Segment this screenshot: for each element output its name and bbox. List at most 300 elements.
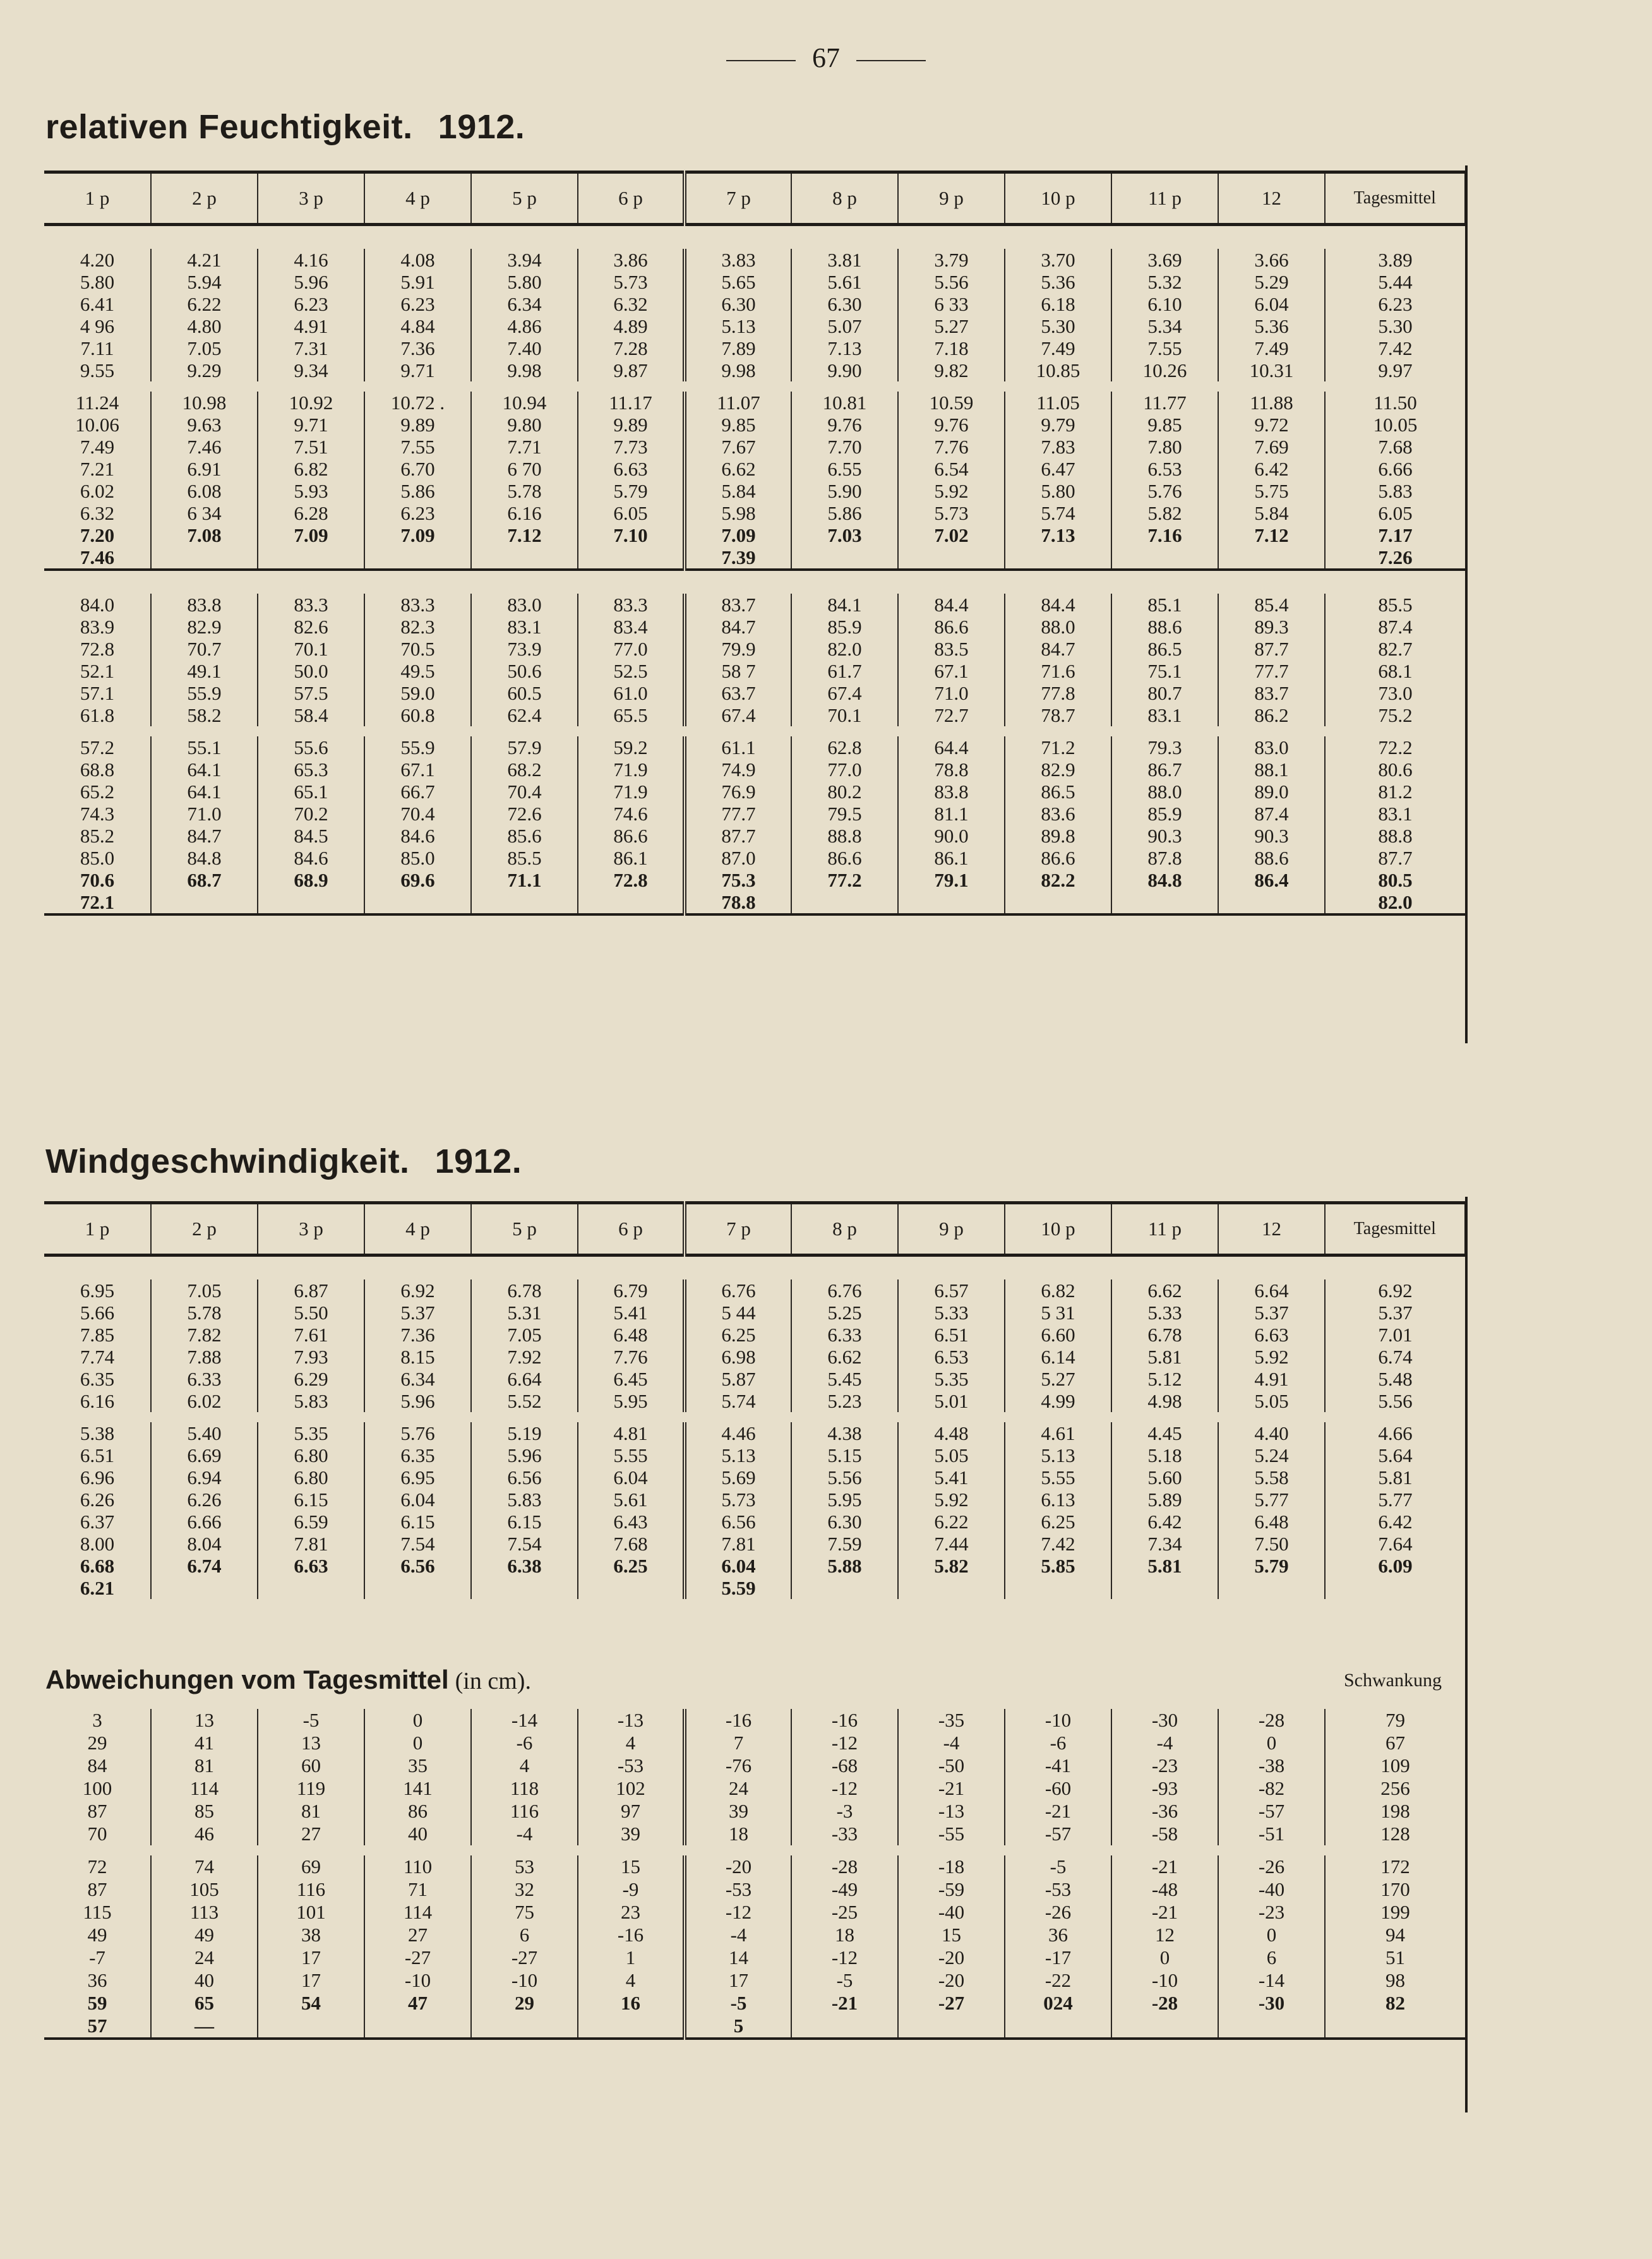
table-cell: 5.76 bbox=[364, 1422, 471, 1444]
table-cell: 72.1 bbox=[44, 891, 151, 914]
table-cell: 70.2 bbox=[258, 803, 364, 825]
table-cell bbox=[791, 2015, 898, 2039]
table-cell: 6 33 bbox=[898, 293, 1005, 315]
table-cell: 4 bbox=[578, 1732, 685, 1754]
table-cell: 4.84 bbox=[364, 315, 471, 337]
humidity-section-title bbox=[45, 107, 525, 147]
table-cell: 6.91 bbox=[151, 458, 258, 480]
table-cell: 23 bbox=[578, 1901, 685, 1924]
table-row bbox=[44, 1511, 1465, 1533]
table-row bbox=[44, 1901, 1465, 1924]
table-cell: 4 96 bbox=[80, 315, 115, 337]
table-cell: 73.9 bbox=[471, 638, 578, 660]
table-cell: 5.25 bbox=[791, 1302, 898, 1324]
table-row bbox=[44, 337, 1465, 359]
table-cell: 5.50 bbox=[258, 1302, 364, 1324]
table-cell: 4.16 bbox=[258, 249, 364, 271]
table-cell: 3.94 bbox=[471, 249, 578, 271]
table-cell: 6.04 bbox=[578, 1466, 685, 1489]
table-cell: 5.61 bbox=[791, 271, 898, 293]
column-header: 2 p bbox=[151, 1203, 258, 1255]
mean-row bbox=[44, 1992, 1465, 2015]
table-cell: 98 bbox=[1325, 1969, 1465, 1992]
table-cell: 6.74 bbox=[1325, 1346, 1465, 1368]
table-row bbox=[44, 1855, 1465, 1878]
column-header: 4 p bbox=[364, 172, 471, 225]
table-cell: 65.3 bbox=[258, 758, 364, 781]
table-cell: 85.5 bbox=[471, 847, 578, 869]
table-cell: 6.26 bbox=[151, 1489, 258, 1511]
table-cell: 84.4 bbox=[898, 594, 1005, 616]
table-cell: 3.83 bbox=[685, 249, 791, 271]
mean-row bbox=[44, 2015, 1465, 2039]
table-cell: 89.0 bbox=[1218, 781, 1325, 803]
table-cell: 7.09 bbox=[258, 524, 364, 546]
table-cell: 63.7 bbox=[685, 682, 791, 704]
table-cell: 0 bbox=[364, 1709, 471, 1732]
table-cell: 67.4 bbox=[685, 704, 791, 726]
table-cell: -59 bbox=[898, 1878, 1005, 1901]
table-cell: 15 bbox=[578, 1855, 685, 1878]
table-cell: 6.35 bbox=[364, 1444, 471, 1466]
table-cell: 5.37 bbox=[364, 1302, 471, 1324]
table-cell bbox=[151, 1577, 258, 1599]
table-cell: 3 bbox=[92, 1709, 102, 1731]
table-cell: 82.3 bbox=[364, 616, 471, 638]
table-row bbox=[44, 660, 1465, 682]
wind-section-title bbox=[45, 1142, 522, 1181]
column-header: 4 p bbox=[364, 1203, 471, 1255]
table-cell: -60 bbox=[1005, 1777, 1111, 1800]
table-cell: -53 bbox=[1005, 1878, 1111, 1901]
table-cell: 68.2 bbox=[471, 758, 578, 781]
table-cell: -6 bbox=[471, 1732, 578, 1754]
table-cell: 5.35 bbox=[898, 1368, 1005, 1390]
table-cell: 7.05 bbox=[471, 1324, 578, 1346]
table-cell: 6.53 bbox=[1111, 458, 1218, 480]
table-cell bbox=[1005, 891, 1111, 914]
table-cell bbox=[578, 2015, 685, 2039]
table-cell: 6.43 bbox=[578, 1511, 685, 1533]
table-cell: 5.58 bbox=[1218, 1466, 1325, 1489]
column-header: 11 p bbox=[1111, 1203, 1218, 1255]
table-cell: 5.90 bbox=[791, 480, 898, 502]
table-cell: 6.32 bbox=[80, 502, 115, 524]
table-cell: 83.9 bbox=[80, 616, 115, 638]
table-cell: 6.34 bbox=[471, 293, 578, 315]
table-cell: -21 bbox=[1005, 1800, 1111, 1823]
table-cell: 80.5 bbox=[1325, 869, 1465, 891]
table-cell: 6.02 bbox=[80, 480, 115, 502]
table-cell: 24 bbox=[685, 1777, 791, 1800]
table-cell: 70.6 bbox=[80, 869, 115, 891]
table-cell: 5.81 bbox=[1111, 1346, 1218, 1368]
table-cell: -48 bbox=[1111, 1878, 1218, 1901]
humidity-right-rule bbox=[1465, 165, 1468, 1043]
table-cell: -21 bbox=[898, 1777, 1005, 1800]
table-cell: 88.0 bbox=[1005, 616, 1111, 638]
table-cell: 11.17 bbox=[578, 392, 685, 414]
table-cell: 61.0 bbox=[578, 682, 685, 704]
table-cell: 7.13 bbox=[791, 337, 898, 359]
table-cell: 84 bbox=[87, 1754, 107, 1777]
mean-row bbox=[44, 1577, 1465, 1599]
humidity-header-row bbox=[44, 172, 1465, 225]
table-cell: 7.55 bbox=[364, 436, 471, 458]
table-cell: 4.48 bbox=[898, 1422, 1005, 1444]
table-row bbox=[44, 682, 1465, 704]
table-cell: 78.8 bbox=[898, 758, 1005, 781]
table-cell: 55.9 bbox=[364, 736, 471, 758]
table-cell: -12 bbox=[791, 1777, 898, 1800]
table-cell: 6.80 bbox=[258, 1444, 364, 1466]
table-cell: 29 bbox=[87, 1732, 107, 1754]
table-cell bbox=[791, 891, 898, 914]
table-cell: 6.68 bbox=[80, 1555, 115, 1577]
table-cell: 6.92 bbox=[1325, 1279, 1465, 1302]
table-cell: 71.2 bbox=[1005, 736, 1111, 758]
table-row bbox=[44, 1466, 1465, 1489]
column-header: 3 p bbox=[258, 172, 364, 225]
table-cell: 85.9 bbox=[1111, 803, 1218, 825]
deviations-table bbox=[44, 1699, 1465, 2040]
table-cell: 5.59 bbox=[685, 1577, 791, 1599]
table-cell: 6.16 bbox=[471, 502, 578, 524]
table-cell: 7 bbox=[685, 1732, 791, 1754]
column-header: 2 p bbox=[151, 172, 258, 225]
table-cell: 7.05 bbox=[151, 337, 258, 359]
table-cell bbox=[578, 546, 685, 570]
table-cell bbox=[1325, 2015, 1465, 2039]
table-cell: 71.9 bbox=[578, 781, 685, 803]
table-cell: 116 bbox=[471, 1800, 578, 1823]
table-cell: -33 bbox=[791, 1823, 898, 1845]
table-cell: 70.5 bbox=[364, 638, 471, 660]
table-cell: 6.96 bbox=[80, 1466, 115, 1489]
table-cell: 57.1 bbox=[80, 682, 115, 704]
table-cell: -13 bbox=[898, 1800, 1005, 1823]
table-cell: 79.9 bbox=[685, 638, 791, 660]
table-cell: 9.98 bbox=[471, 359, 578, 381]
table-cell: 52.5 bbox=[578, 660, 685, 682]
table-cell: 10.81 bbox=[791, 392, 898, 414]
table-cell: 27 bbox=[364, 1924, 471, 1946]
table-cell: 5.56 bbox=[791, 1466, 898, 1489]
table-cell: 5.83 bbox=[1325, 480, 1465, 502]
table-cell: 3.79 bbox=[898, 249, 1005, 271]
table-cell: 101 bbox=[258, 1901, 364, 1924]
table-cell: 70.1 bbox=[791, 704, 898, 726]
table-cell: 5.18 bbox=[1111, 1444, 1218, 1466]
table-cell: 60 bbox=[258, 1754, 364, 1777]
table-row bbox=[44, 1302, 1465, 1324]
table-cell: 83.7 bbox=[1218, 682, 1325, 704]
table-cell: 9.34 bbox=[258, 359, 364, 381]
table-cell: 128 bbox=[1325, 1823, 1465, 1845]
table-cell: 100 bbox=[82, 1777, 112, 1799]
table-cell: 9.76 bbox=[898, 414, 1005, 436]
table-cell: 5.37 bbox=[1325, 1302, 1465, 1324]
table-cell: 7.59 bbox=[791, 1533, 898, 1555]
table-cell: 5.77 bbox=[1218, 1489, 1325, 1511]
table-cell bbox=[578, 1577, 685, 1599]
table-cell: 6.25 bbox=[578, 1555, 685, 1577]
table-cell: 86.1 bbox=[898, 847, 1005, 869]
table-cell: 6.48 bbox=[578, 1324, 685, 1346]
table-cell: 5.19 bbox=[471, 1422, 578, 1444]
table-cell: -10 bbox=[1111, 1969, 1218, 1992]
table-cell: -3 bbox=[791, 1800, 898, 1823]
table-cell: 5.73 bbox=[685, 1489, 791, 1511]
table-cell: 7.54 bbox=[364, 1533, 471, 1555]
table-cell: 81.1 bbox=[898, 803, 1005, 825]
table-cell: 4.38 bbox=[791, 1422, 898, 1444]
table-row bbox=[44, 1800, 1465, 1823]
column-header: 10 p bbox=[1005, 1203, 1111, 1255]
table-cell: 5.36 bbox=[1005, 271, 1111, 293]
table-cell: 7.42 bbox=[1325, 337, 1465, 359]
table-cell: 50.6 bbox=[471, 660, 578, 682]
table-cell: 7.85 bbox=[80, 1324, 115, 1346]
table-cell: 53 bbox=[471, 1855, 578, 1878]
table-cell: 5.88 bbox=[791, 1555, 898, 1577]
column-header: Tagesmittel bbox=[1325, 1203, 1465, 1255]
table-cell: 54 bbox=[258, 1992, 364, 2015]
table-cell: 5.13 bbox=[1005, 1444, 1111, 1466]
table-cell: 8.15 bbox=[364, 1346, 471, 1368]
table-cell: 6.64 bbox=[471, 1368, 578, 1390]
table-cell: 17 bbox=[258, 1946, 364, 1969]
table-cell: -12 bbox=[791, 1946, 898, 1969]
table-cell: 83.3 bbox=[364, 594, 471, 616]
table-cell: 84.7 bbox=[685, 616, 791, 638]
table-cell: 10.26 bbox=[1111, 359, 1218, 381]
table-cell: -20 bbox=[685, 1855, 791, 1878]
table-cell: 7.49 bbox=[1218, 337, 1325, 359]
table-cell: 6.37 bbox=[80, 1511, 115, 1533]
table-row bbox=[44, 1754, 1465, 1777]
table-cell: 55.6 bbox=[258, 736, 364, 758]
table-cell: 6.95 bbox=[80, 1279, 115, 1302]
table-cell: -4 bbox=[471, 1823, 578, 1845]
table-cell: 6.42 bbox=[1325, 1511, 1465, 1533]
page-number bbox=[0, 42, 1652, 74]
table-cell: 9.85 bbox=[685, 414, 791, 436]
table-cell: 46 bbox=[151, 1823, 258, 1845]
table-cell: 62.8 bbox=[791, 736, 898, 758]
table-cell: 10.06 bbox=[75, 414, 119, 436]
table-cell: 65.1 bbox=[258, 781, 364, 803]
table-row bbox=[44, 1390, 1465, 1412]
table-cell: 6.09 bbox=[1325, 1555, 1465, 1577]
table-cell: -10 bbox=[364, 1969, 471, 1992]
table-cell: 7.36 bbox=[364, 337, 471, 359]
table-cell: 6.66 bbox=[1325, 458, 1465, 480]
table-cell: 38 bbox=[258, 1924, 364, 1946]
table-cell: 0 bbox=[1218, 1732, 1325, 1754]
table-cell: 24 bbox=[151, 1946, 258, 1969]
table-cell: 5.01 bbox=[898, 1390, 1005, 1412]
table-cell: 6.15 bbox=[364, 1511, 471, 1533]
table-row bbox=[44, 1444, 1465, 1466]
column-header: 12 bbox=[1218, 172, 1325, 225]
table-cell: 87.0 bbox=[685, 847, 791, 869]
table-cell: -16 bbox=[578, 1924, 685, 1946]
table-row bbox=[44, 803, 1465, 825]
table-cell: -18 bbox=[898, 1855, 1005, 1878]
table-cell: -4 bbox=[898, 1732, 1005, 1754]
table-cell: 5.81 bbox=[1325, 1466, 1465, 1489]
table-cell: 5.91 bbox=[364, 271, 471, 293]
table-cell: 114 bbox=[364, 1901, 471, 1924]
table-cell: -30 bbox=[1218, 1992, 1325, 2015]
table-cell: 6.35 bbox=[80, 1368, 115, 1390]
table-cell: 5.44 bbox=[1325, 271, 1465, 293]
table-cell: 49 bbox=[151, 1924, 258, 1946]
table-row bbox=[44, 1346, 1465, 1368]
table-cell: 5.27 bbox=[1005, 1368, 1111, 1390]
table-cell: 58 7 bbox=[685, 660, 791, 682]
table-cell: 9.85 bbox=[1111, 414, 1218, 436]
table-cell: 5.34 bbox=[1111, 315, 1218, 337]
table-cell: 7.42 bbox=[1005, 1533, 1111, 1555]
table-cell: 6.05 bbox=[1325, 502, 1465, 524]
table-cell: 7.01 bbox=[1325, 1324, 1465, 1346]
table-cell: 83.6 bbox=[1005, 803, 1111, 825]
table-cell: 6.42 bbox=[1218, 458, 1325, 480]
table-cell: 1 bbox=[578, 1946, 685, 1969]
table-cell: 49.5 bbox=[364, 660, 471, 682]
table-row bbox=[44, 758, 1465, 781]
table-row bbox=[44, 293, 1465, 315]
table-row bbox=[44, 594, 1465, 616]
humidity-title-text: relativen Feuchtigkeit. bbox=[45, 108, 413, 146]
table-cell: 82 bbox=[1325, 1992, 1465, 2015]
table-cell: 5.37 bbox=[1218, 1302, 1325, 1324]
table-cell: 5.24 bbox=[1218, 1444, 1325, 1466]
table-cell: -5 bbox=[1005, 1855, 1111, 1878]
table-cell: -27 bbox=[898, 1992, 1005, 2015]
table-cell: 35 bbox=[364, 1754, 471, 1777]
table-cell: 85.5 bbox=[1325, 594, 1465, 616]
table-cell: 6.45 bbox=[578, 1368, 685, 1390]
table-cell: 83.0 bbox=[1218, 736, 1325, 758]
table-cell: 74 bbox=[151, 1855, 258, 1878]
table-cell: 82.9 bbox=[151, 616, 258, 638]
table-cell: 5.13 bbox=[685, 315, 791, 337]
table-cell: 5.85 bbox=[1005, 1555, 1111, 1577]
table-cell: 0 bbox=[1111, 1946, 1218, 1969]
table-cell: -21 bbox=[1111, 1855, 1218, 1878]
table-cell: 10.92 bbox=[258, 392, 364, 414]
table-cell: 9.71 bbox=[364, 359, 471, 381]
deviations-unit: (in cm). bbox=[455, 1668, 531, 1694]
table-cell: 5.12 bbox=[1111, 1368, 1218, 1390]
table-cell: 5.80 bbox=[471, 271, 578, 293]
table-cell: 9.97 bbox=[1325, 359, 1465, 381]
table-cell: 7.64 bbox=[1325, 1533, 1465, 1555]
table-cell: -55 bbox=[898, 1823, 1005, 1845]
table-cell: -7 bbox=[89, 1946, 105, 1968]
table-cell: 6.30 bbox=[791, 1511, 898, 1533]
table-cell: 85.0 bbox=[364, 847, 471, 869]
table-cell: 3.89 bbox=[1325, 249, 1465, 271]
table-cell: 5.05 bbox=[1218, 1390, 1325, 1412]
table-cell: 5.52 bbox=[471, 1390, 578, 1412]
table-cell: -76 bbox=[685, 1754, 791, 1777]
table-cell bbox=[791, 1577, 898, 1599]
table-cell: 9.89 bbox=[364, 414, 471, 436]
table-cell: 9.76 bbox=[791, 414, 898, 436]
table-cell: 4.99 bbox=[1005, 1390, 1111, 1412]
table-cell: 55.1 bbox=[151, 736, 258, 758]
table-cell: 5.95 bbox=[791, 1489, 898, 1511]
wind-title-year: 1912. bbox=[434, 1142, 522, 1180]
table-cell: 6.78 bbox=[1111, 1324, 1218, 1346]
table-cell: 5.64 bbox=[1325, 1444, 1465, 1466]
table-cell: 7.12 bbox=[471, 524, 578, 546]
table-cell: 68.1 bbox=[1325, 660, 1465, 682]
table-cell: 6.57 bbox=[898, 1279, 1005, 1302]
table-cell: 10.98 bbox=[151, 392, 258, 414]
table-cell: 88.1 bbox=[1218, 758, 1325, 781]
table-cell: -51 bbox=[1218, 1823, 1325, 1845]
table-cell: 7.34 bbox=[1111, 1533, 1218, 1555]
table-cell: 59 bbox=[87, 1992, 107, 2014]
table-cell: 4.40 bbox=[1218, 1422, 1325, 1444]
table-cell: 110 bbox=[364, 1855, 471, 1878]
table-cell: 3.86 bbox=[578, 249, 685, 271]
table-row bbox=[44, 1777, 1465, 1800]
page-number-right-rule bbox=[856, 60, 926, 61]
table-cell: 6.55 bbox=[791, 458, 898, 480]
table-cell: -28 bbox=[1218, 1709, 1325, 1732]
table-cell: 5.13 bbox=[685, 1444, 791, 1466]
table-cell: 6 bbox=[1218, 1946, 1325, 1969]
table-cell: -12 bbox=[791, 1732, 898, 1754]
mean-row bbox=[44, 891, 1465, 914]
table-cell: 17 bbox=[685, 1969, 791, 1992]
table-cell: 86.5 bbox=[1111, 638, 1218, 660]
table-row bbox=[44, 1823, 1465, 1845]
table-cell: 5.84 bbox=[1218, 502, 1325, 524]
table-cell: 10.94 bbox=[471, 392, 578, 414]
table-cell bbox=[791, 546, 898, 570]
table-cell: 70 bbox=[87, 1823, 107, 1845]
table-row bbox=[44, 249, 1465, 271]
table-cell: 72.8 bbox=[578, 869, 685, 891]
table-cell: 84.8 bbox=[151, 847, 258, 869]
table-cell: 90.3 bbox=[1218, 825, 1325, 847]
table-cell: 10.72 . bbox=[364, 392, 471, 414]
table-cell: 88.6 bbox=[1218, 847, 1325, 869]
table-cell: 71 bbox=[364, 1878, 471, 1901]
table-cell: 64.1 bbox=[151, 781, 258, 803]
table-cell: 115 bbox=[83, 1901, 112, 1923]
table-cell: 84.5 bbox=[258, 825, 364, 847]
table-cell: 77.7 bbox=[685, 803, 791, 825]
table-cell: -27 bbox=[364, 1946, 471, 1969]
table-cell: 83.7 bbox=[685, 594, 791, 616]
table-cell: 5.80 bbox=[80, 271, 115, 293]
table-cell: 7.44 bbox=[898, 1533, 1005, 1555]
table-cell: 5.33 bbox=[898, 1302, 1005, 1324]
table-cell: 78.8 bbox=[685, 891, 791, 914]
table-cell: 84.1 bbox=[791, 594, 898, 616]
table-cell: 5.92 bbox=[898, 480, 1005, 502]
table-cell: 6.56 bbox=[685, 1511, 791, 1533]
table-cell: 6.10 bbox=[1111, 293, 1218, 315]
